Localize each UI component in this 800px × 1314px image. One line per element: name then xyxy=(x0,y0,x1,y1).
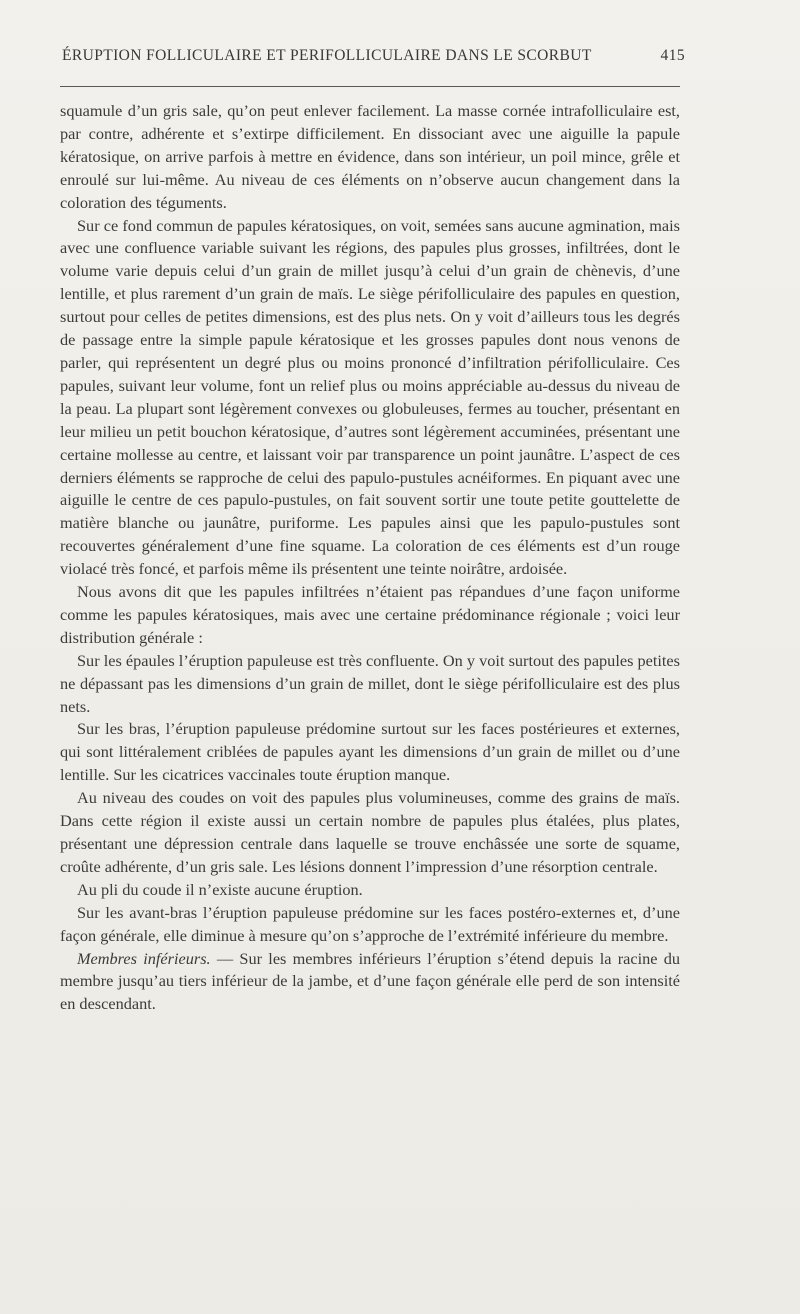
paragraph-distribution: Nous avons dit que les papules infiltrées n’étaient pas répandues d’une façon uniforme comme les papules kératosiques, mais avec une certaine prédominance régionale ; voici leur distribution générale : xyxy=(60,582,680,647)
paragraph-pli-du-coude: Au pli du coude il n’existe aucune éruption. xyxy=(77,879,363,899)
paragraph-epaules: Sur les épaules l’éruption papuleuse est très confluente. On y voit surtout des papules petites ne dépassant pas les dimensions d’un grain de millet, dont le siège périfolliculaire est des plus nets. xyxy=(60,650,680,716)
section-text: — Sur les membres inférieurs l’éruption s’étend depuis la racine du membre jusqu’au tiers inférieur de la jambe, et d’une façon générale elle perd de son intensité en descendant. xyxy=(60,948,681,1014)
paragraph-continuation: squamule d’un gris sale, qu’on peut enlever facilement. La masse cornée intrafolliculaire est, par contre, adhérente et s’extirpe difficilement. En dissociant avec une aiguille la papule kératosique, on arrive parfois à mettre en évidence, dans son intérieur, un poil mince, grêle et enroulé sur lui-même. Au niveau de ces éléments on n’observe aucun changement dans la coloration des téguments. xyxy=(60,101,680,212)
paragraph-avant-bras: Sur les avant-bras l’éruption papuleuse prédomine sur les faces postéro-externes et, d’une façon générale, elle diminue à mesure qu’on s’approche de l’extrémité inférieure du membre. xyxy=(60,902,680,945)
paragraph-papules-infiltrees: Sur ce fond commun de papules kératosiques, on voit, semées sans aucune agmination, mais avec une confluence variable suivant les régions, des papules plus grosses, infiltrées, dont le volume varie depuis celui d’un grain de millet jusqu’à celui d’un grain de chènevis, d’une lentille, et plus rarement d’un grain de maïs. Le siège périfolliculaire des papules en question, surtout pour celles de petites dimensions, est des plus nets. On y voit d’ailleurs tous les degrés de passage entre la simple papule kératosique et les grosses papules dont nous venons de parler, qui représentent un degré plus ou moins prononcé d’infiltration périfolliculaire. Ces papules, suivant leur volume, font un relief plus ou moins appréciable au-dessus du niveau de la peau. La plupart sont légèrement convexes ou globuleuses, fermes au toucher, présentant en leur milieu un petit bouchon kératosique, d’autres sont légèrement accuminées, présentant une certaine mollesse au centre, et laissant voir par transparence un point jaunâtre. L’aspect de ces derniers éléments se rapproche de celui des papulo-pustules acnéiformes. En piquant avec une aiguille le centre de ces papulo-pustules, on fait souvent sortir une toute petite gouttelette de matière blanche ou jaunâtre, puriforme. Les papules ainsi que les papulo-pustules sont recouvertes généralement d’une fine squame. La coloration de ces éléments est d’un rouge violacé très foncé, et parfois même ils présentent une teinte noirâtre, ardoisée. xyxy=(60,215,680,579)
page-number: 415 xyxy=(660,47,685,64)
body-text xyxy=(60,100,680,1016)
paragraph-membres-inferieurs xyxy=(60,948,680,1017)
paragraph-bras: Sur les bras, l’éruption papuleuse prédomine surtout sur les faces postérieures et externes, qui sont littéralement criblées de papules ayant les dimensions d’un grain de millet ou d’une lentille. Sur les cicatrices vaccinales toute éruption manque. xyxy=(60,719,680,785)
header-rule xyxy=(60,86,680,87)
running-title: ÉRUPTION FOLLICULAIRE ET PERIFOLLICULAIRE DANS LE SCORBUT xyxy=(62,47,592,64)
section-lead-italic: Membres inférieurs. xyxy=(77,948,211,968)
paragraph-coudes: Au niveau des coudes on voit des papules plus volumineuses, comme des grains de maïs. Dans cette région il existe aussi un certain nombre de papules plus étalées, plus plates, présentant une dépression centrale dans laquelle se trouve enchâssée une sorte de squame, croûte adhérente, d’un gris sale. Les lésions donnent l’impression d’une résorption centrale. xyxy=(60,788,680,876)
